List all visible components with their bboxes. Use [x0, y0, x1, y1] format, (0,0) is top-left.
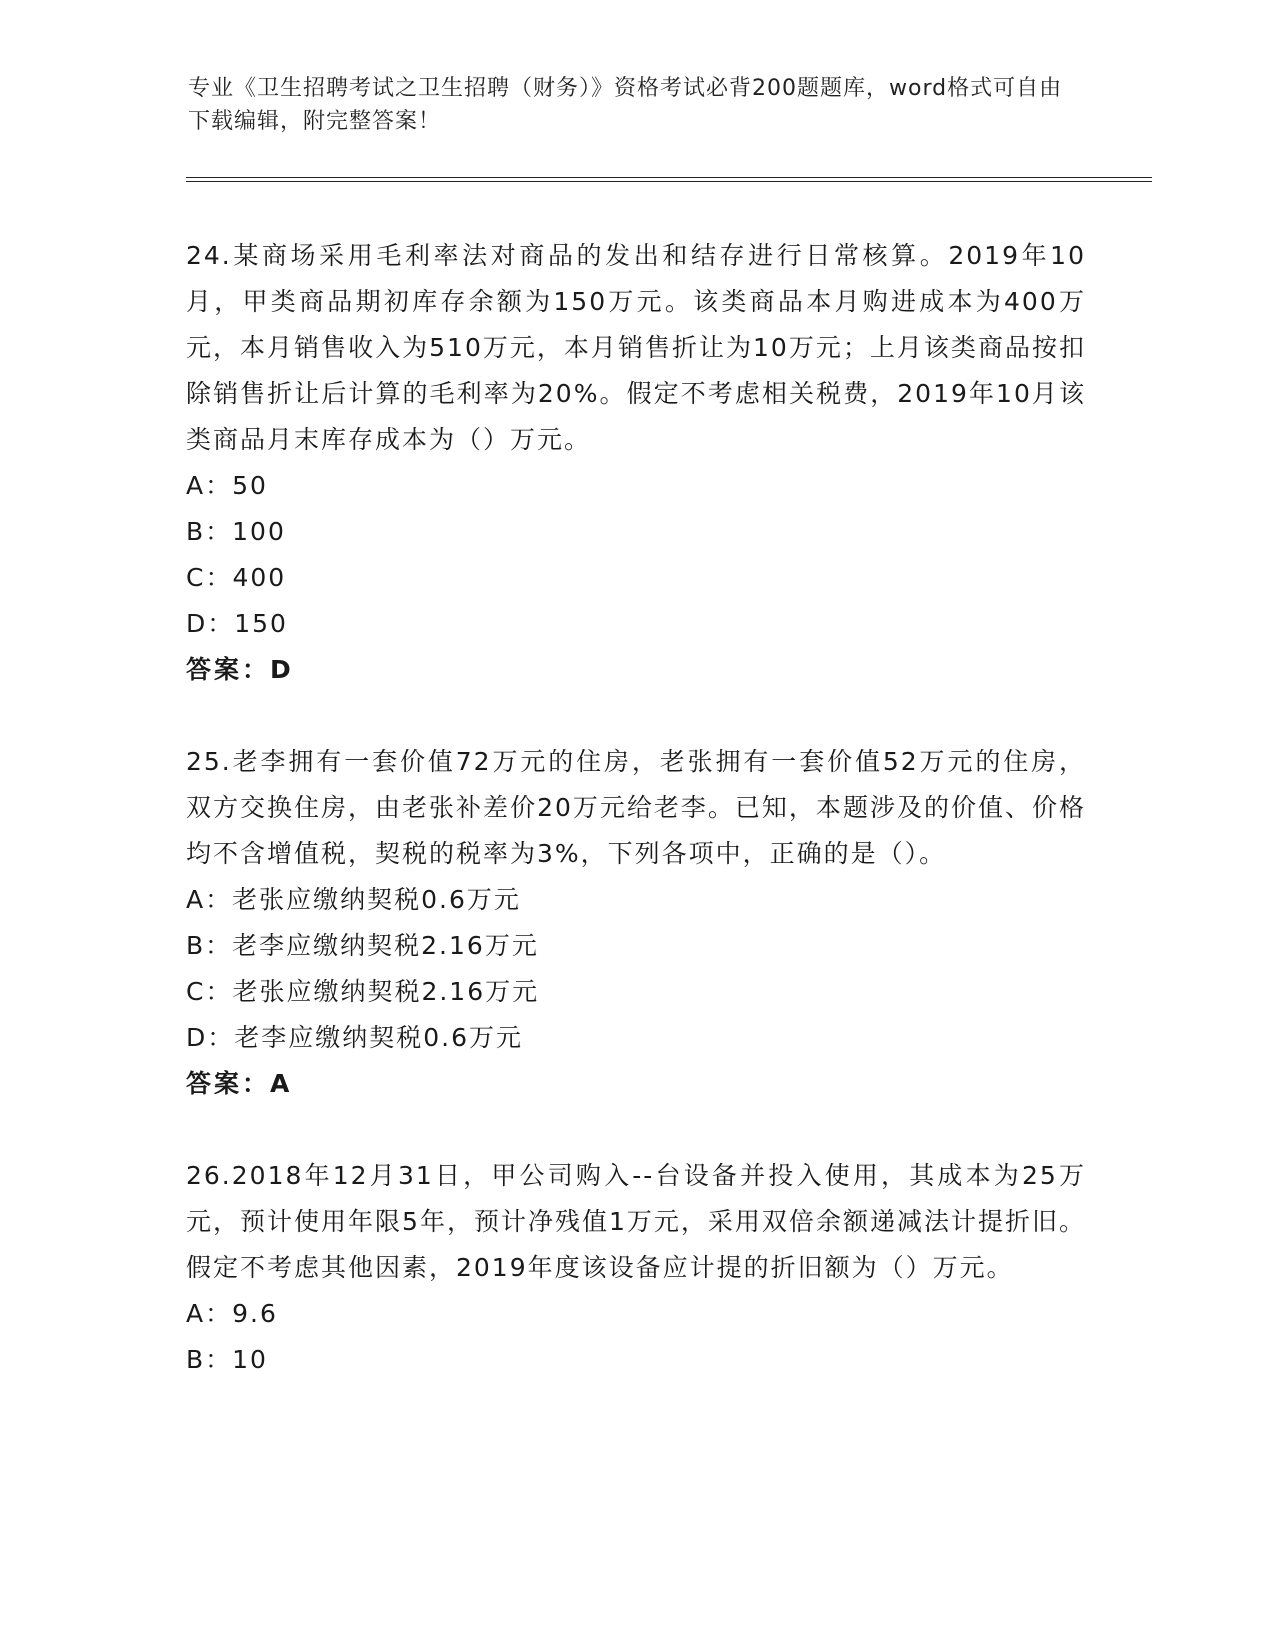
option-b: B：老李应缴纳契税2.16万元	[186, 931, 539, 960]
header-title: 专业《卫生招聘考试之卫生招聘（财务）》资格考试必背200题题库，word格式可自由下载编辑，附完整答案！	[188, 76, 1063, 134]
question-stem: 24.某商场采用毛利率法对商品的发出和结存进行日常核算。2019年10月，甲类商品期初库存余额为150万元。该类商品本月购进成本为400万元，本月销售收入为510万元，本月销售折让为10万元；上月该类商品按扣除销售折让后计算的毛利率为20%。假定不考虑相关税费，2019年10月该类商品月末库存成本为（）万元。	[186, 241, 1086, 454]
answer-label: 答案：D	[186, 655, 294, 684]
page-header	[188, 72, 1068, 138]
header-divider	[186, 177, 1152, 182]
question-stem: 26.2018年12月31日，甲公司购入--台设备并投入使用，其成本为25万元，预计使用年限5年，预计净残值1万元，采用双倍余额递减法计提折旧。假定不考虑其他因素，2019年度该设备应计提的折旧额为（）万元。	[186, 1161, 1086, 1282]
question-24	[186, 233, 1086, 693]
answer-label: 答案：A	[186, 1069, 293, 1098]
option-c: C：老张应缴纳契税2.16万元	[186, 977, 540, 1006]
option-c: C：400	[186, 563, 287, 592]
question-25	[186, 739, 1086, 1107]
question-stem: 25.老李拥有一套价值72万元的住房，老张拥有一套价值52万元的住房，双方交换住房，由老张补差价20万元给老李。已知，本题涉及的价值、价格均不含增值税，契税的税率为3%，下列各项中，正确的是（）。	[186, 747, 1086, 868]
option-d: D：150	[186, 609, 288, 638]
option-a: A：老张应缴纳契税0.6万元	[186, 885, 521, 914]
question-list	[186, 233, 1086, 1429]
option-b: B：10	[186, 1345, 268, 1374]
option-a: A：9.6	[186, 1299, 278, 1328]
option-b: B：100	[186, 517, 286, 546]
option-a: A：50	[186, 471, 268, 500]
option-d: D：老李应缴纳契税0.6万元	[186, 1023, 524, 1052]
question-26	[186, 1153, 1086, 1383]
